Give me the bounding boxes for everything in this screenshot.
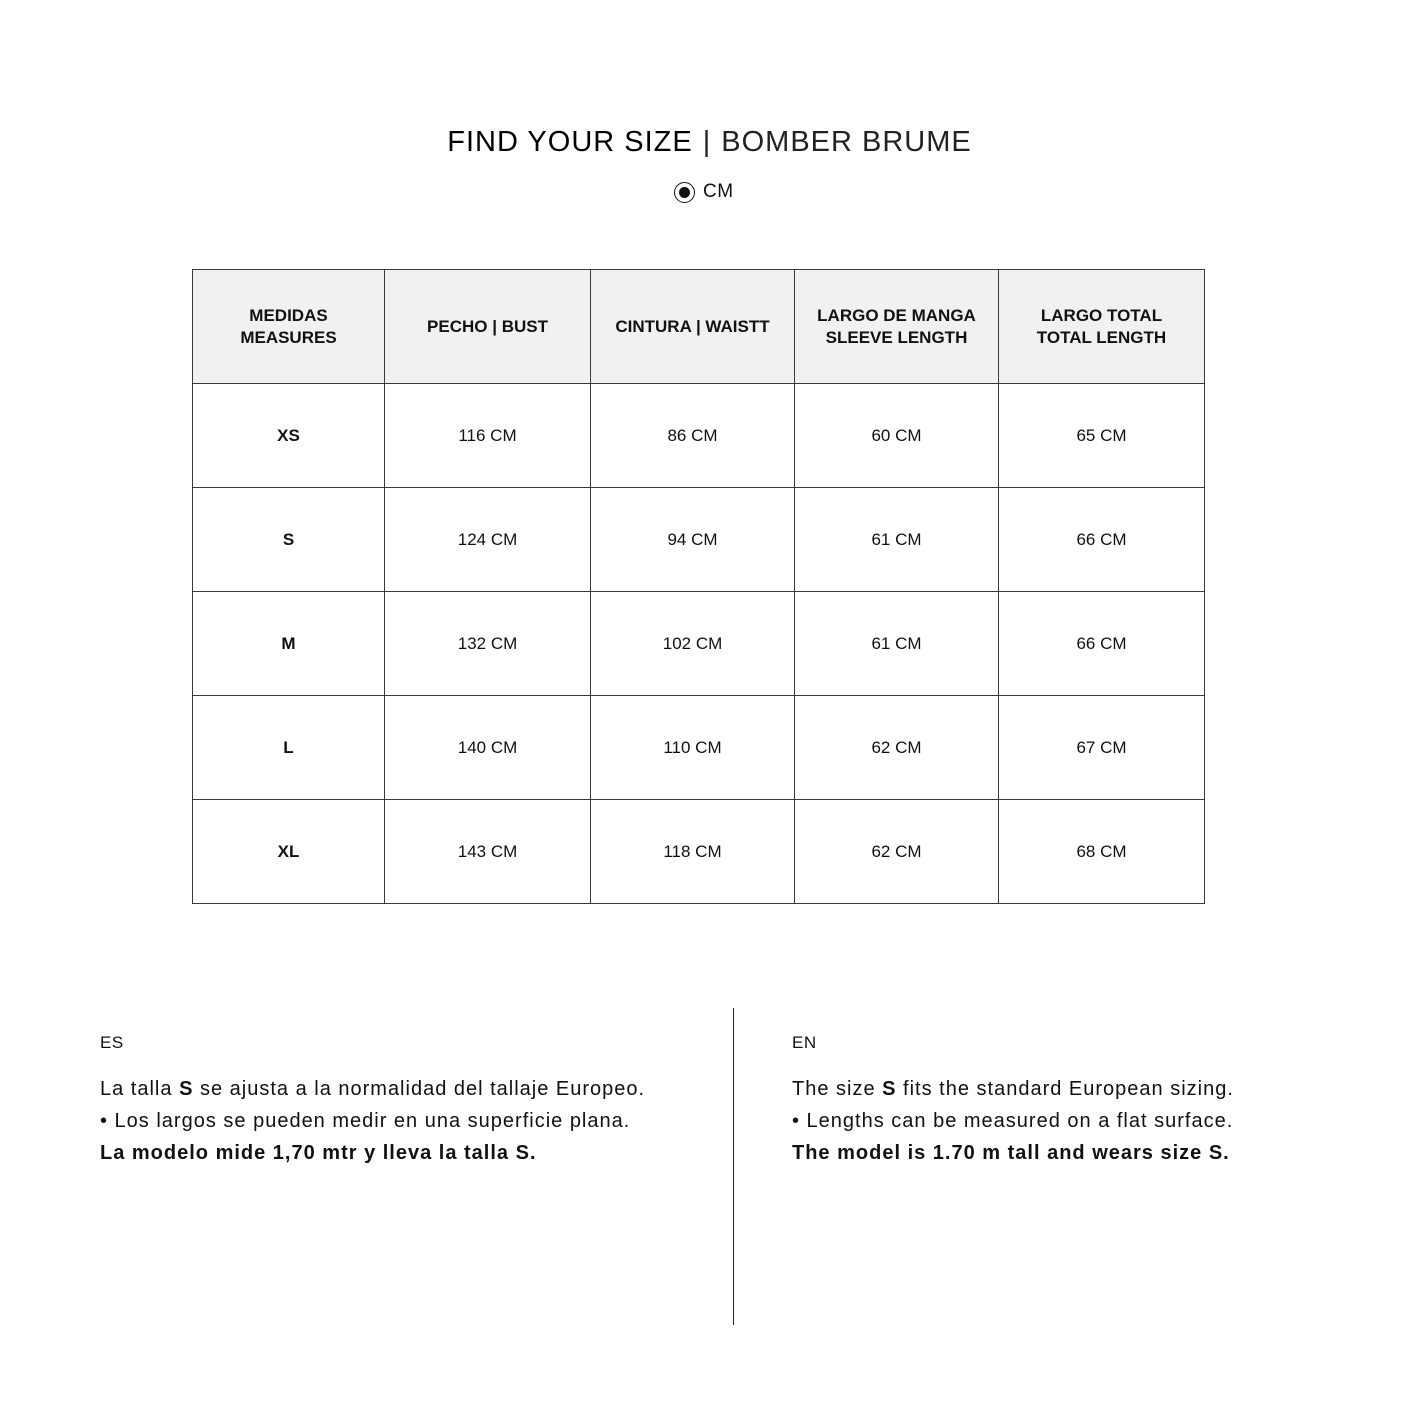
notes-en-line2: • Lengths can be measured on a flat surface. [792, 1110, 1234, 1132]
bust-cell: 140 CM [385, 696, 591, 800]
waist-cell: 94 CM [591, 488, 795, 592]
header-total-length [999, 270, 1205, 384]
table-row [193, 384, 1205, 488]
total-length-cell: 65 CM [999, 384, 1205, 488]
notes-en-line1-post: fits the standard European sizing. [896, 1078, 1234, 1100]
size-table-header-row [193, 270, 1205, 384]
notes-es-line1 [100, 1073, 720, 1105]
header-measures-es: MEDIDAS [249, 305, 328, 325]
sleeve-cell: 62 CM [795, 696, 999, 800]
size-table [192, 269, 1205, 904]
title-separator: | [702, 126, 712, 158]
total-length-cell: 66 CM [999, 592, 1205, 696]
sleeve-cell: 60 CM [795, 384, 999, 488]
header-sleeve-es: LARGO DE MANGA [817, 305, 976, 325]
notes-es-line2: • Los largos se pueden medir en una superficie plana. [100, 1110, 631, 1132]
waist-cell: 102 CM [591, 592, 795, 696]
unit-label-cm: CM [703, 181, 734, 202]
waist-cell: 110 CM [591, 696, 795, 800]
waist-cell: 118 CM [591, 800, 795, 904]
notes-es [100, 1033, 720, 1169]
bust-cell: 132 CM [385, 592, 591, 696]
header-bust-label: PECHO | BUST [427, 316, 548, 336]
sleeve-cell: 61 CM [795, 592, 999, 696]
header-bust [385, 270, 591, 384]
size-cell: M [193, 592, 385, 696]
size-cell: XS [193, 384, 385, 488]
header-measures [193, 270, 385, 384]
notes-es-lang: ES [100, 1033, 124, 1052]
bust-cell: 143 CM [385, 800, 591, 904]
size-cell: L [193, 696, 385, 800]
notes-en-lang: EN [792, 1033, 817, 1052]
notes-en-line1-pre: The size [792, 1078, 883, 1100]
bust-cell: 124 CM [385, 488, 591, 592]
title-find-your-size: FIND YOUR SIZE [447, 126, 693, 158]
notes-es-line1-size: S [179, 1078, 194, 1100]
notes-en-line1-size: S [882, 1078, 897, 1100]
table-row [193, 592, 1205, 696]
page-title [0, 122, 1419, 162]
size-cell: S [193, 488, 385, 592]
total-length-cell: 67 CM [999, 696, 1205, 800]
sleeve-cell: 61 CM [795, 488, 999, 592]
notes-es-line1-post: se ajusta a la normalidad del tallaje Europeo. [193, 1078, 646, 1100]
total-length-cell: 68 CM [999, 800, 1205, 904]
unit-radio-cm[interactable] [674, 182, 695, 203]
header-sleeve-en: SLEEVE LENGTH [825, 327, 968, 347]
sleeve-cell: 62 CM [795, 800, 999, 904]
table-row [193, 488, 1205, 592]
header-measures-en: MEASURES [240, 327, 337, 347]
header-sleeve-length [795, 270, 999, 384]
notes-en-line3: The model is 1.70 m tall and wears size S. [792, 1142, 1230, 1164]
header-total-es: LARGO TOTAL [1040, 305, 1163, 325]
header-total-en: TOTAL LENGTH [1036, 327, 1167, 347]
total-length-cell: 66 CM [999, 488, 1205, 592]
header-waist [591, 270, 795, 384]
waist-cell: 86 CM [591, 384, 795, 488]
notes-en-line1 [792, 1073, 1412, 1105]
notes-es-line3: La modelo mide 1,70 mtr y lleva la talla S. [100, 1142, 537, 1164]
radio-selected-dot [679, 187, 690, 198]
notes-en [792, 1033, 1412, 1169]
size-cell: XL [193, 800, 385, 904]
title-product-name: BOMBER BRUME [721, 126, 972, 158]
unit-selector[interactable] [674, 181, 734, 203]
table-row [193, 696, 1205, 800]
bust-cell: 116 CM [385, 384, 591, 488]
column-divider [733, 1008, 734, 1325]
header-waist-label: CINTURA | WAISTT [615, 316, 770, 336]
notes-es-line1-pre: La talla [100, 1078, 180, 1100]
table-row [193, 800, 1205, 904]
